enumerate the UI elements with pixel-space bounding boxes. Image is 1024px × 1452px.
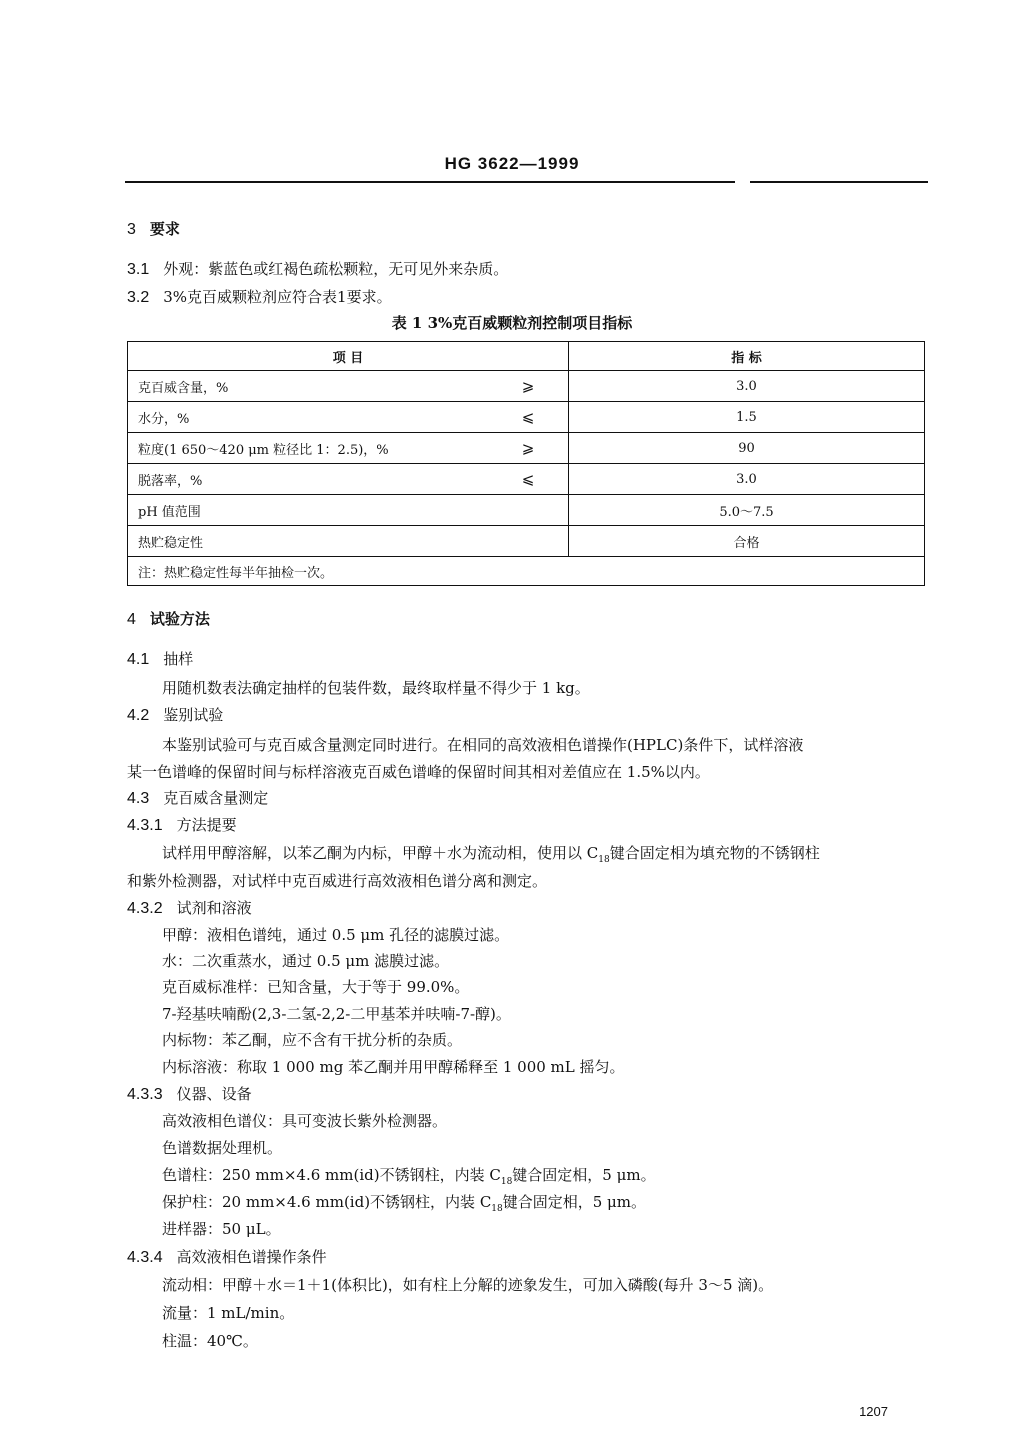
row-item: 粒度(1 650～420 μm 粒径比 1：2.5)，%: [128, 433, 489, 464]
header-value: 指 标: [569, 342, 925, 371]
table-header-row: [128, 342, 925, 371]
equipment-line: 色谱柱：250 mm×4.6 mm(id)不锈钢柱，内装 $C_{18}$键合固定相，5 μm。: [162, 1166, 656, 1187]
clause-4-3-2-heading: 4.3.2 试剂和溶液: [127, 899, 252, 917]
table-row: [128, 371, 925, 402]
clause-4-2-text-1: 本鉴别试验可与克百威含量测定同时进行。在相同的高效液相色谱操作(HPLC)条件下，试样溶液: [162, 736, 804, 754]
equipment-line: 色谱数据处理机。: [162, 1139, 283, 1157]
section-4-heading: 4 试验方法: [127, 610, 210, 628]
condition-line: 流动相：甲醇＋水＝1＋1(体积比)，如有柱上分解的迹象发生，可加入磷酸(每升 3～5 滴)。: [162, 1276, 774, 1294]
reagent-line: 7-羟基呋喃酚(2,3-二氢-2,2-二甲基苯并呋喃-7-醇)。: [162, 1005, 511, 1023]
row-value: 合格: [569, 526, 925, 557]
header-rule: [125, 181, 735, 183]
table-row: [128, 495, 925, 526]
clause-4-3-1-text-2: 和紫外检测器，对试样中克百威进行高效液相色谱分离和测定。: [127, 872, 548, 890]
reagent-line: 甲醇：液相色谱纯，通过 0.5 μm 孔径的滤膜过滤。: [162, 926, 510, 944]
table-note-row: [128, 557, 925, 586]
header-item: 项 目: [128, 342, 569, 371]
table-note: 注：热贮稳定性每半年抽检一次。: [128, 557, 925, 586]
table-row: [128, 433, 925, 464]
page-number: 1207: [859, 1404, 888, 1419]
section-3-heading: 3 要求: [127, 220, 180, 238]
condition-line: 流量：1 mL/min。: [162, 1304, 295, 1322]
equipment-line: 高效液相色谱仪：具可变波长紫外检测器。: [162, 1112, 448, 1130]
row-value: 5.0～7.5: [569, 495, 925, 526]
row-item: 脱落率，%: [128, 464, 489, 495]
row-value: 3.0: [569, 371, 925, 402]
clause-4-2-heading: 4.2 鉴别试验: [127, 706, 224, 724]
reagent-line: 内标溶液：称取 1 000 mg 苯乙酮并用甲醇稀释至 1 000 mL 摇匀。: [162, 1058, 625, 1076]
table-row: [128, 526, 925, 557]
row-value: 3.0: [569, 464, 925, 495]
row-item: pH 值范围: [128, 495, 489, 526]
row-item: 克百威含量，%: [128, 371, 489, 402]
clause-3-2: 3.2 3%克百威颗粒剂应符合表1要求。: [127, 288, 392, 306]
reagent-line: 水：二次重蒸水，通过 0.5 μm 滤膜过滤。: [162, 952, 450, 970]
row-operator: [488, 526, 569, 557]
clause-4-3-3-heading: 4.3.3 仪器、设备: [127, 1085, 252, 1103]
clause-4-3-1-text-1: 试样用甲醇溶解，以苯乙酮为内标，甲醇＋水为流动相，使用以 $C_{18}$键合固定相为填充物的不锈钢柱: [162, 844, 820, 865]
row-operator: ⩽: [488, 464, 569, 495]
spec-table: [127, 341, 925, 586]
row-operator: ⩾: [488, 433, 569, 464]
clause-3-1: 3.1 外观：紫蓝色或红褐色疏松颗粒，无可见外来杂质。: [127, 260, 509, 278]
clause-4-1-heading: 4.1 抽样: [127, 650, 194, 668]
clause-4-2-text-2: 某一色谱峰的保留时间与标样溶液克百威色谱峰的保留时间其相对差值应在 1.5%以内。: [127, 763, 710, 781]
row-operator: [488, 495, 569, 526]
standard-number: HG 3622—1999: [444, 154, 580, 173]
equipment-line: 进样器：50 μL。: [162, 1220, 281, 1238]
condition-line: 柱温：40℃。: [162, 1332, 258, 1350]
clause-4-3-1-heading: 4.3.1 方法提要: [127, 816, 237, 834]
row-item: 水分，%: [128, 402, 489, 433]
reagent-line: 克百威标准样：已知含量，大于等于 99.0%。: [162, 978, 470, 996]
clause-4-1-text: 用随机数表法确定抽样的包装件数，最终取样量不得少于 1 kg。: [162, 679, 590, 697]
clause-4-3-4-heading: 4.3.4 高效液相色谱操作条件: [127, 1248, 327, 1266]
header-rule-right: [750, 181, 928, 183]
row-value: 1.5: [569, 402, 925, 433]
table-caption: 表 1 3%克百威颗粒剂控制项目指标: [391, 314, 633, 332]
equipment-line: 保护柱：20 mm×4.6 mm(id)不锈钢柱，内装 $C_{18}$键合固定相，5 μm。: [162, 1193, 647, 1214]
row-operator: ⩾: [488, 371, 569, 402]
row-operator: ⩽: [488, 402, 569, 433]
reagent-line: 内标物：苯乙酮，应不含有干扰分析的杂质。: [162, 1031, 463, 1049]
clause-4-3-heading: 4.3 克百威含量测定: [127, 789, 269, 807]
row-value: 90: [569, 433, 925, 464]
table-row: [128, 464, 925, 495]
table-row: [128, 402, 925, 433]
row-item: 热贮稳定性: [128, 526, 489, 557]
